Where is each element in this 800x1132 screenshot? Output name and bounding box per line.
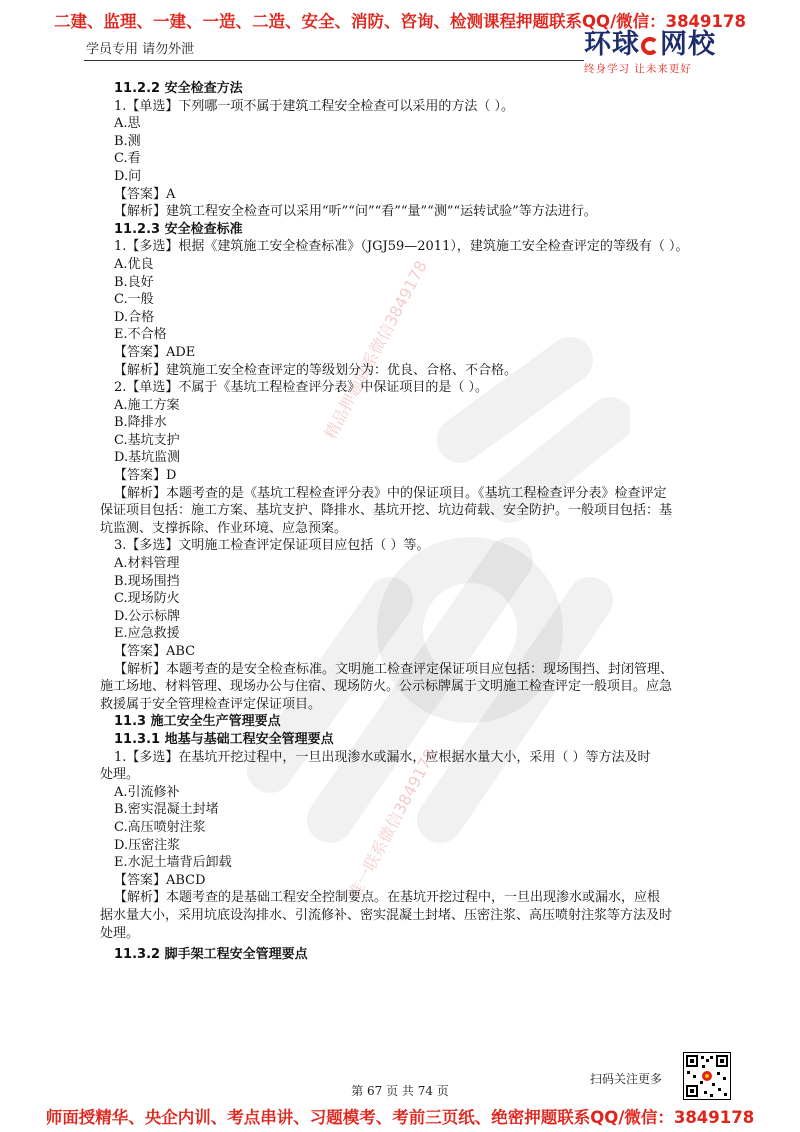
text-line: B.良好 xyxy=(114,274,154,290)
section-heading: 11.3.1 地基与基础工程安全管理要点 xyxy=(114,731,334,747)
text-line: D.基坑监测 xyxy=(114,450,181,466)
text-line: A.施工方案 xyxy=(114,397,180,413)
text-line: B.现场围挡 xyxy=(114,573,180,589)
text-line: C.基坑支护 xyxy=(114,432,180,448)
text-line: 3.【多选】文明施工检查评定保证项目应包括（ ）等。 xyxy=(114,538,430,554)
logo-wordmark: 环球 网校 xyxy=(584,29,716,60)
text-line: 【解析】本题考查的是基础工程安全控制要点。在基坑开挖过程中，一旦出现渗水或漏水，应根 xyxy=(114,890,661,906)
document-body xyxy=(100,80,734,964)
text-line: A.材料管理 xyxy=(114,556,180,572)
text-line: 据水量大小，采用坑底设沟排水、引流修补、密实混凝土封堵、压密注浆、高压喷射注浆等方法及时 xyxy=(100,907,673,923)
text-line: 1.【多选】根据《建筑施工安全检查标准》（JGJ59—2011），建筑施工安全检查评定的等级有（ ）。 xyxy=(114,239,689,255)
text-line: 【答案】ABC xyxy=(114,644,196,659)
text-line: E.不合格 xyxy=(114,327,167,343)
text-line: A.引流修补 xyxy=(114,784,180,800)
text-line: C.高压喷射注浆 xyxy=(114,819,206,835)
watermark-text-2: 唯一联系微信3849178 xyxy=(344,745,440,903)
text-line: 【答案】D xyxy=(114,468,177,484)
text-line: E.水泥土墙背后卸载 xyxy=(114,855,232,871)
logo-swoosh-icon xyxy=(641,37,659,55)
text-line: A.思 xyxy=(114,116,141,132)
text-line: 1.【多选】在基坑开挖过程中，一旦出现渗水或漏水，应根据水量大小，采用（ ）等方法及时 xyxy=(114,749,651,765)
text-line: 救援属于安全管理检查评定保证项目。 xyxy=(100,696,322,712)
logo-slogan: 终身学习 让未来更好 xyxy=(584,63,692,75)
text-line: B.密实混凝土封堵 xyxy=(114,802,219,818)
text-line: D.压密注浆 xyxy=(114,837,181,853)
header-divider xyxy=(84,60,584,61)
section-heading: 11.3.2 脚手架工程安全管理要点 xyxy=(114,947,308,963)
text-line: 2.【单选】不属于《基坑工程检查评分表》中保证项目的是（ ）。 xyxy=(114,380,489,396)
text-line: C.一般 xyxy=(114,292,154,308)
text-line: 处理。 xyxy=(100,925,140,941)
text-line: A.优良 xyxy=(114,256,154,272)
text-line: D.公示标牌 xyxy=(114,608,181,624)
text-line: 【答案】ADE xyxy=(114,344,196,360)
text-line: 施工场地、材料管理、现场办公与住宿、现场防火。公示标牌属于文明施工检查评定一般项目。应急 xyxy=(100,679,673,695)
text-line: 【解析】本题考查的是安全检查标准。文明施工检查评定保证项目应包括：现场围挡、封闭管理、 xyxy=(114,661,674,677)
text-line: 【解析】建筑施工安全检查评定的等级划分为：优良、合格、不合格。 xyxy=(114,362,518,378)
text-line: D.合格 xyxy=(114,309,155,325)
page-number: 第 67 页 共 74 页 xyxy=(351,1084,449,1098)
section-heading: 11.3 施工安全生产管理要点 xyxy=(114,714,281,730)
section-heading: 11.2.3 安全检查标准 xyxy=(114,221,243,237)
text-line: 【解析】建筑工程安全检查可以采用“听”“问”“看”“量”“测”“运转试验”等方法进行。 xyxy=(114,204,597,220)
header-confidential-label: 学员专用 请勿外泄 xyxy=(86,42,195,57)
text-line: D.问 xyxy=(114,168,142,184)
text-line: E.应急救援 xyxy=(114,626,180,642)
section-heading: 11.2.2 安全检查方法 xyxy=(114,81,243,96)
text-line: C.现场防火 xyxy=(114,591,180,607)
watermark-text-1: 精品押题联系微信3849178 xyxy=(320,257,431,443)
top-promo-banner: 二建、监理、一建、一造、二造、安全、消防、咨询、检测课程押题联系QQ/微信：3849178 xyxy=(54,12,746,31)
text-line: B.测 xyxy=(114,133,141,149)
text-line: 坑监测、支撑拆除、作业环境、应急预案。 xyxy=(100,520,348,536)
text-line: 1.【单选】下列哪一项不属于建筑工程安全检查可以采用的方法（ ）。 xyxy=(114,98,515,114)
scan-prompt: 扫码关注更多 xyxy=(590,1072,663,1086)
text-line: 【答案】A xyxy=(114,186,176,202)
bottom-promo-banner: 师面授精华、央企内训、考点串讲、习题模考、考前三页纸、绝密押题联系QQ/微信：3849178 xyxy=(45,1108,755,1127)
text-line: C.看 xyxy=(114,151,141,167)
text-line: 保证项目包括：施工方案、基坑支护、降排水、基坑开挖、坑边荷载、安全防护。一般项目包括：基 xyxy=(100,503,673,519)
brand-logo xyxy=(584,30,744,76)
text-line: 【答案】ABCD xyxy=(114,872,206,888)
text-line: B.降排水 xyxy=(114,415,167,431)
text-line: 处理。 xyxy=(100,767,140,783)
text-line: 【解析】本题考查的是《基坑工程检查评分表》中的保证项目。《基坑工程检查评分表》检查评定 xyxy=(114,485,667,501)
